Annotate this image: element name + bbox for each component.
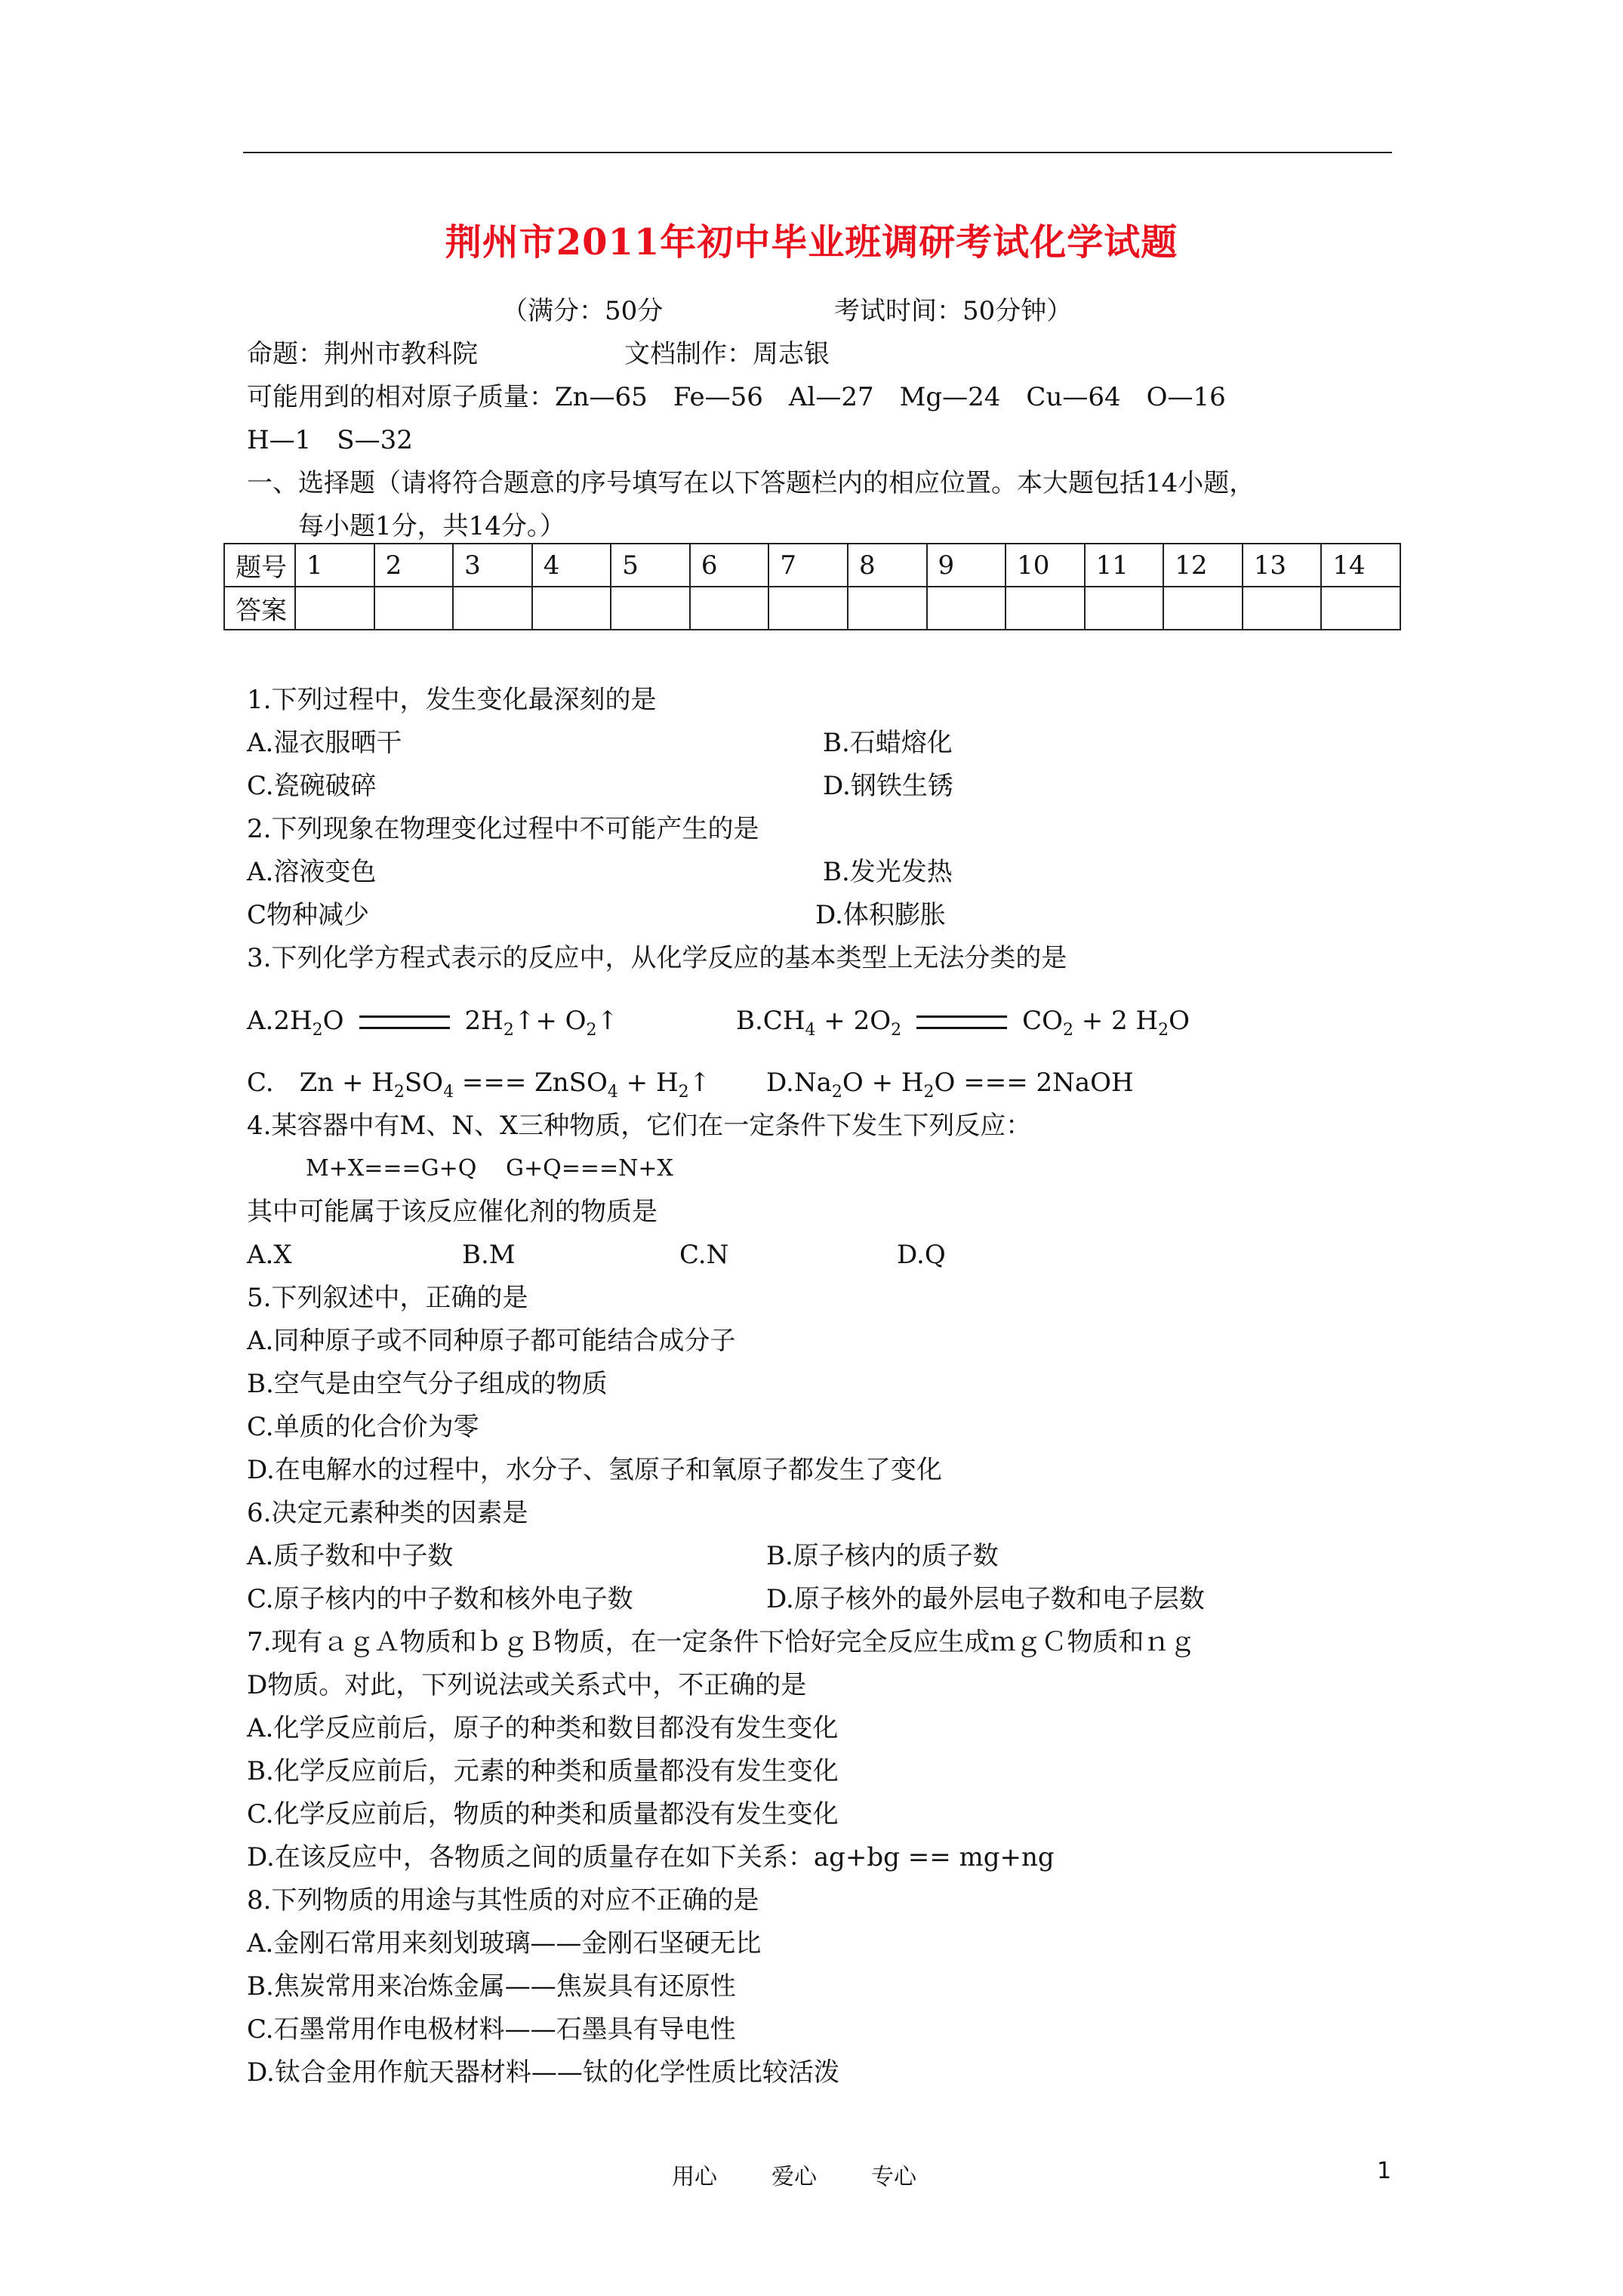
option-c: C.单质的化合价为零 [247, 1412, 479, 1442]
question-stem: 2.下列现象在物理变化过程中不可能产生的是 [247, 814, 759, 844]
exam-time: 考试时间：50分钟） [834, 296, 1073, 326]
equals-sign [359, 1015, 450, 1029]
option-c: C.N [679, 1240, 729, 1270]
answer-cell[interactable] [1243, 587, 1322, 630]
option-d: D.原子核外的最外层电子数和电子层数 [766, 1584, 1205, 1614]
option-b: B.石蜡熔化 [823, 728, 953, 758]
table-cell: 6 [690, 544, 769, 587]
answer-cell[interactable] [768, 587, 848, 630]
answer-cell[interactable] [690, 587, 769, 630]
question-stem: 4.某容器中有M、N、X三种物质，它们在一定条件下发生下列反应： [247, 1111, 1032, 1141]
table-cell: 13 [1243, 544, 1322, 587]
option-d: D.钛合金用作航天器材料——钛的化学性质比较活泼 [247, 2057, 839, 2088]
answer-cell[interactable] [453, 587, 532, 630]
answer-cell[interactable] [848, 587, 927, 630]
question-stem-cont: D物质。对此，下列说法或关系式中，不正确的是 [247, 1670, 807, 1700]
question-stem: 3.下列化学方程式表示的反应中，从化学反应的基本类型上无法分类的是 [247, 943, 1067, 973]
option-b: B.化学反应前后，元素的种类和质量都没有发生变化 [247, 1756, 839, 1786]
table-row [224, 544, 1400, 587]
footer-text-right: 专心 [871, 2164, 916, 2190]
question-stem: 6.决定元素种类的因素是 [247, 1498, 528, 1528]
full-score: （满分：50分 [502, 296, 664, 326]
row-label: 答案 [224, 587, 295, 630]
option-a: A.湿衣服晒干 [247, 728, 402, 758]
answer-cell[interactable] [1163, 587, 1243, 630]
option-a: A.质子数和中子数 [247, 1541, 454, 1571]
section-heading: 一、选择题（请将符合题意的序号填写在以下答题栏内的相应位置。本大题包括14小题， [247, 468, 1255, 498]
table-cell: 11 [1085, 544, 1164, 587]
option-a: A.金刚石常用来刻划玻璃——金刚石坚硬无比 [247, 1928, 762, 1959]
answer-cell[interactable] [1006, 587, 1085, 630]
option-c: C物种减少 [247, 900, 370, 930]
table-cell: 8 [848, 544, 927, 587]
option-b: B.空气是由空气分子组成的物质 [247, 1369, 608, 1399]
table-cell: 1 [295, 544, 374, 587]
table-cell: 7 [768, 544, 848, 587]
answer-cell[interactable] [295, 587, 374, 630]
table-cell: 14 [1321, 544, 1400, 587]
answer-cell[interactable] [1321, 587, 1400, 630]
option-c: C.石墨常用作电极材料——石墨具有导电性 [247, 2014, 736, 2045]
atomic-mass-line: 可能用到的相对原子质量：Zn—65 Fe—56 Al—27 Mg—24 Cu—64 O—16 [247, 382, 1226, 412]
table-cell: 2 [374, 544, 454, 587]
footer-text-mid: 爱心 [771, 2164, 817, 2190]
option-a: A.同种原子或不同种原子都可能结合成分子 [247, 1326, 736, 1356]
equals-sign [916, 1015, 1007, 1029]
answer-cell[interactable] [532, 587, 611, 630]
section-heading-cont: 每小题1分，共14分。） [298, 511, 565, 541]
option-c-equation: C. $Zn + H_2SO_4$ === ZnSO$_4$ + $H_2↑$ [247, 1068, 711, 1102]
page-number: 1 [1377, 2158, 1392, 2184]
answer-cell[interactable] [927, 587, 1006, 630]
option-c: C.瓷碗破碎 [247, 771, 377, 801]
option-d: D.体积膨胀 [815, 900, 946, 930]
table-row [224, 587, 1400, 630]
answer-cell[interactable] [1085, 587, 1164, 630]
answer-cell[interactable] [611, 587, 690, 630]
header-rule [243, 152, 1392, 153]
atomic-mass-line-2: H—1 S—32 [247, 425, 413, 455]
option-a: A.X [247, 1240, 292, 1270]
answer-cell[interactable] [374, 587, 454, 630]
option-b: B.原子核内的质子数 [766, 1541, 999, 1571]
question-sub: 其中可能属于该反应催化剂的物质是 [247, 1197, 658, 1227]
option-d: D.Q [897, 1240, 946, 1270]
option-d: D.在该反应中，各物质之间的质量存在如下关系：ag+bg == mg+ng [247, 1842, 1055, 1872]
doc-maker: 文档制作：周志银 [624, 339, 830, 369]
option-a: A.化学反应前后，原子的种类和数目都没有发生变化 [247, 1713, 839, 1743]
table-cell: 3 [453, 544, 532, 587]
option-b: B.发光发热 [823, 857, 953, 887]
table-cell: 12 [1163, 544, 1243, 587]
question-stem: 7.现有ａｇＡ物质和ｂｇＢ物质，在一定条件下恰好完全反应生成ｍｇＣ物质和ｎｇ [247, 1627, 1196, 1657]
question-stem: 5.下列叙述中，正确的是 [247, 1283, 528, 1313]
option-d: D.在电解水的过程中，水分子、氢原子和氧原子都发生了变化 [247, 1455, 942, 1485]
table-cell: 5 [611, 544, 690, 587]
question-stem: 8.下列物质的用途与其性质的对应不正确的是 [247, 1885, 759, 1915]
reaction-2: G+Q===N+X [506, 1155, 673, 1182]
option-a: A.溶液变色 [247, 857, 377, 887]
footer-text-left: 用心 [672, 2164, 717, 2190]
row-label: 题号 [224, 544, 295, 587]
option-c: C.化学反应前后，物质的种类和质量都没有发生变化 [247, 1799, 839, 1829]
question-stem: 1.下列过程中，发生变化最深刻的是 [247, 685, 657, 715]
answer-table [223, 543, 1401, 630]
table-cell: 10 [1006, 544, 1085, 587]
table-cell: 9 [927, 544, 1006, 587]
option-b-equation: $B.CH_4 + 2O_2$ $CO_2 + 2$ $H_2O$ [736, 1006, 1190, 1040]
option-a-equation: $A.2H_2O$ $2H_2↑+$ $O_2↑$ [247, 1006, 618, 1040]
page-title: 荆州市2011年初中毕业班调研考试化学试题 [445, 221, 1178, 264]
option-b: B.焦炭常用来冶炼金属——焦炭具有还原性 [247, 1971, 736, 2002]
option-c: C.原子核内的中子数和核外电子数 [247, 1584, 633, 1614]
option-d: D.钢铁生锈 [823, 771, 953, 801]
option-d-equation: $D.Na_2O + H_2O$ === 2NaOH [766, 1068, 1134, 1102]
table-cell: 4 [532, 544, 611, 587]
author: 命题：荆州市教科院 [247, 339, 478, 369]
reaction-1: M+X===G+Q [306, 1155, 477, 1182]
option-b: B.M [462, 1240, 516, 1270]
